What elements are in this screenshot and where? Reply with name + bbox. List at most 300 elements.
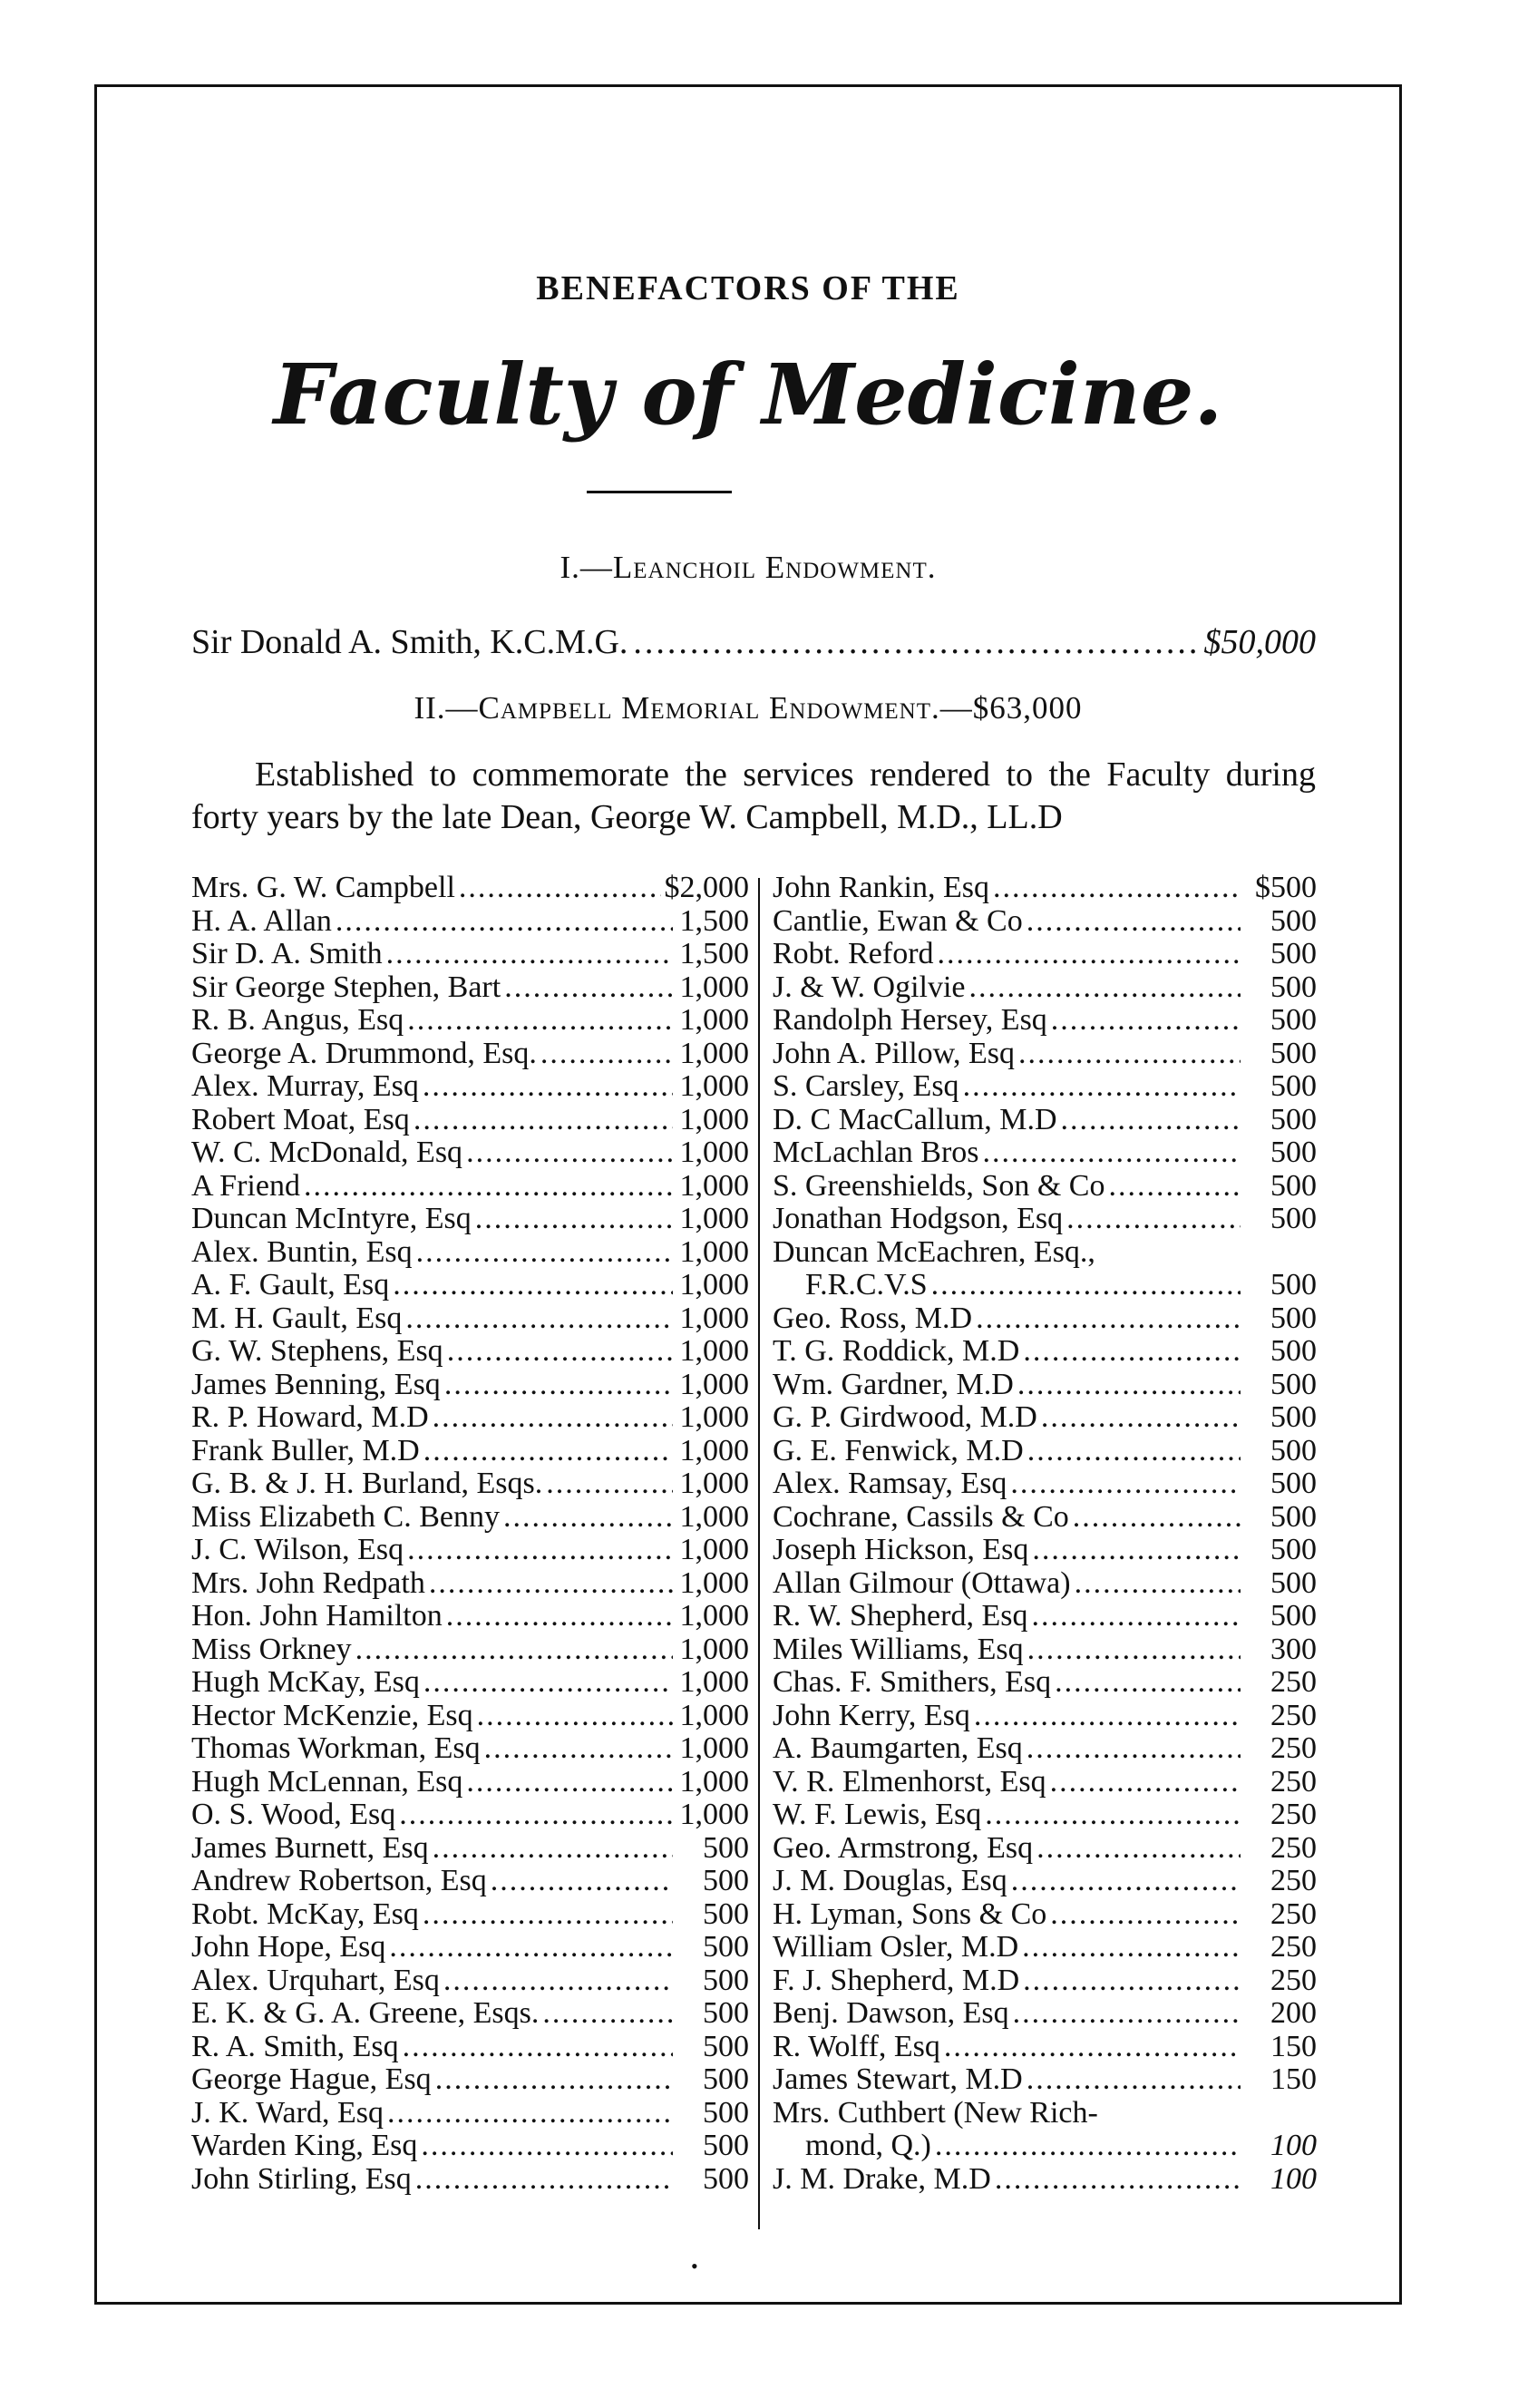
main-title: Faculty of Medicine. — [273, 346, 1223, 444]
donor-amount: 250 — [1270, 1665, 1317, 1699]
donor-name: George A. Drummond, Esq. — [191, 1036, 537, 1070]
leader-dots — [1075, 1567, 1241, 1601]
donor-name: Hon. John Hamilton — [191, 1599, 443, 1633]
donor-row — [773, 1997, 1317, 2031]
section-1-donor: Sir Donald A. Smith, K.C.M.G. — [191, 623, 628, 661]
donor-amount: 500 — [703, 2029, 749, 2063]
donor-amount: 500 — [1270, 1202, 1317, 1235]
donor-row — [773, 1004, 1317, 1038]
donor-row — [191, 1600, 749, 1633]
donor-row — [191, 1038, 749, 1071]
donor-row — [191, 2031, 749, 2064]
donor-name: Miss Elizabeth C. Benny — [191, 1499, 500, 1534]
donor-row — [191, 1567, 749, 1601]
donor-amount: 500 — [1270, 1499, 1317, 1534]
donor-amount: 500 — [1270, 1301, 1317, 1335]
donor-amount: 500 — [1270, 1168, 1317, 1203]
leader-dots — [1023, 1964, 1241, 1998]
donor-name: Geo. Ross, M.D — [773, 1301, 973, 1335]
donor-amount: 1,000 — [679, 970, 749, 1004]
leader-dots — [446, 1600, 673, 1633]
donor-amount: 1,000 — [679, 1003, 749, 1037]
donor-row — [773, 1236, 1317, 1270]
donor-amount: 500 — [1270, 1433, 1317, 1467]
leader-dots — [1013, 1997, 1241, 2031]
donor-amount: 500 — [1270, 903, 1317, 938]
donor-amount: 250 — [1270, 1698, 1317, 1732]
donor-name: Cantlie, Ewan & Co — [773, 903, 1023, 938]
donor-name: A. Baumgarten, Esq — [773, 1731, 1023, 1765]
donor-amount: $500 — [1255, 871, 1317, 904]
donor-amount: 1,500 — [679, 903, 749, 938]
leader-dots — [542, 1997, 673, 2031]
donor-row — [773, 905, 1317, 939]
page-border — [94, 84, 1402, 2305]
donor-name: John Kerry, Esq — [773, 1698, 970, 1732]
section-2-description: Established to commemorate the services rendered to the Faculty during forty years by the late Dean, George W. Campbell, M.D., LL.D — [191, 756, 1316, 836]
donor-amount: 500 — [1270, 1334, 1317, 1368]
leader-dots — [1010, 1467, 1241, 1501]
leader-dots — [399, 1799, 673, 1832]
leader-dots — [475, 1203, 673, 1236]
leader-dots — [503, 1501, 673, 1535]
donor-name: Mrs. Cuthbert (New Rich- — [773, 2095, 1098, 2130]
donor-name: James Burnett, Esq — [191, 1830, 429, 1865]
donor-row — [773, 1931, 1317, 1964]
top-title: BENEFACTORS OF THE — [536, 269, 960, 307]
donor-name: W. C. McDonald, Esq — [191, 1136, 463, 1169]
donor-name: mond, Q.) — [805, 2129, 931, 2162]
donor-name: G. P. Girdwood, M.D — [773, 1400, 1037, 1434]
donor-row — [191, 1964, 749, 1998]
donor-amount: 1,000 — [679, 1698, 749, 1732]
leader-dots — [1027, 1435, 1241, 1468]
donor-amount: 1,500 — [679, 937, 749, 970]
donor-row — [191, 1203, 749, 1236]
leader-dots — [407, 1534, 673, 1567]
donor-name: Hugh McLennan, Esq — [191, 1764, 463, 1799]
donor-row — [773, 971, 1317, 1005]
donor-name: H. Lyman, Sons & Co — [773, 1896, 1047, 1931]
donor-row — [773, 1302, 1317, 1336]
donor-amount: 1,000 — [679, 1599, 749, 1633]
page-content — [97, 87, 1399, 2302]
leader-dots — [1027, 905, 1241, 939]
donor-amount: 500 — [703, 1896, 749, 1931]
donor-row — [191, 2163, 749, 2197]
leader-dots — [459, 872, 661, 905]
leader-dots — [415, 2163, 673, 2197]
donor-amount: 1,000 — [679, 1301, 749, 1335]
donor-row — [773, 1369, 1317, 1402]
donor-row — [191, 1700, 749, 1733]
leader-dots — [491, 1865, 673, 1898]
donor-row — [191, 1004, 749, 1038]
donor-name: E. K. & G. A. Greene, Esqs. — [191, 1996, 540, 2030]
donor-row — [191, 1435, 749, 1468]
donor-amount: 250 — [1270, 1798, 1317, 1831]
donor-row — [191, 1931, 749, 1964]
donor-row — [773, 872, 1317, 905]
donor-amount: 250 — [1270, 1930, 1317, 1964]
donor-name: Jonathan Hodgson, Esq — [773, 1202, 1064, 1235]
leader-dots — [1031, 1600, 1241, 1633]
leader-dots — [433, 1832, 673, 1866]
leader-dots — [993, 872, 1241, 905]
leader-dots — [304, 1170, 673, 1204]
leader-dots — [386, 938, 673, 971]
donor-name: Robt. McKay, Esq — [191, 1896, 419, 1931]
donor-row — [773, 1633, 1317, 1667]
donor-amount: 1,000 — [679, 1533, 749, 1566]
donor-row — [191, 971, 749, 1005]
leader-dots — [1036, 1832, 1241, 1866]
donor-name: Allan Gilmour (Ottawa) — [773, 1565, 1071, 1600]
donor-amount: 250 — [1270, 1764, 1317, 1799]
leader-dots — [423, 1666, 673, 1700]
donor-row — [773, 1104, 1317, 1137]
leader-dots — [405, 1302, 673, 1336]
donor-row — [773, 938, 1317, 971]
donor-amount: 500 — [703, 1963, 749, 1997]
donor-amount: 500 — [1270, 1565, 1317, 1600]
leader-dots — [633, 622, 1198, 662]
donor-row — [773, 1898, 1317, 1932]
donor-amount: 1,000 — [679, 1632, 749, 1666]
section-2-heading: II.—Campbell Memorial Endowment.—$63,000 — [414, 690, 1083, 726]
footer-mark: • — [691, 2255, 698, 2277]
donor-name: H. A. Allan — [191, 903, 332, 938]
leader-dots — [355, 1633, 673, 1667]
donor-amount: 1,000 — [679, 1565, 749, 1600]
donor-name: Miss Orkney — [191, 1632, 352, 1666]
donor-row — [191, 1467, 749, 1501]
donor-name: Alex. Murray, Esq — [191, 1069, 419, 1103]
donor-amount: $2,000 — [664, 871, 749, 904]
leader-dots — [1055, 1666, 1241, 1700]
donor-name: J. M. Douglas, Esq — [773, 1864, 1007, 1897]
donor-name: A. F. Gault, Esq — [191, 1268, 390, 1301]
donor-amount: 500 — [703, 2129, 749, 2162]
donor-name: G. B. & J. H. Burland, Esqs. — [191, 1467, 543, 1500]
leader-dots — [429, 1567, 673, 1601]
donor-name: F.R.C.V.S — [805, 1268, 928, 1301]
donor-name: J. K. Ward, Esq — [191, 2095, 384, 2130]
donor-row — [191, 1898, 749, 1932]
donor-name: George Hague, Esq — [191, 2062, 432, 2096]
donor-name: Sir D. A. Smith — [191, 937, 383, 970]
donor-row — [191, 1236, 749, 1270]
donor-name: Alex. Ramsay, Esq — [773, 1467, 1007, 1500]
donor-amount: 500 — [1270, 1136, 1317, 1169]
donor-name: Sir George Stephen, Bart — [191, 970, 501, 1004]
donor-amount: 500 — [1270, 1268, 1317, 1301]
donor-name: Mrs. John Redpath — [191, 1565, 425, 1600]
donor-row — [773, 1832, 1317, 1866]
leader-dots — [1108, 1170, 1241, 1204]
donor-row — [191, 1170, 749, 1204]
donor-amount: 1,000 — [679, 1202, 749, 1235]
donor-amount: 1,000 — [679, 1798, 749, 1831]
donor-row — [773, 1170, 1317, 1204]
leader-dots — [1027, 1732, 1241, 1766]
leader-dots — [1027, 1633, 1241, 1667]
donor-row — [773, 1567, 1317, 1601]
leader-dots — [403, 2031, 673, 2064]
donor-amount: 1,000 — [679, 1268, 749, 1301]
donor-name: Warden King, Esq — [191, 2129, 418, 2162]
leader-dots — [423, 1070, 673, 1104]
donor-row — [191, 1401, 749, 1435]
leader-dots — [1018, 1038, 1241, 1071]
right-donor-list — [773, 872, 1317, 2196]
leader-dots — [336, 905, 673, 939]
donor-row — [773, 1865, 1317, 1898]
donor-name: R. W. Shepherd, Esq — [773, 1599, 1028, 1633]
donor-amount: 500 — [1270, 1102, 1317, 1136]
donor-row — [191, 1799, 749, 1832]
donor-amount: 1,000 — [679, 1764, 749, 1799]
donor-amount: 1,000 — [679, 1499, 749, 1534]
donor-row — [773, 1335, 1317, 1369]
donor-amount: 300 — [1270, 1632, 1317, 1666]
leader-dots — [443, 1964, 673, 1998]
donor-amount: 500 — [1270, 1003, 1317, 1037]
leader-dots — [433, 1401, 673, 1435]
donor-amount: 500 — [703, 1830, 749, 1865]
donor-amount: 1,000 — [679, 1334, 749, 1368]
donor-name: J. & W. Ogilvie — [773, 970, 966, 1004]
donor-amount: 1,000 — [679, 1731, 749, 1765]
leader-dots — [414, 1104, 673, 1137]
section-1-amount: $50,000 — [1203, 623, 1316, 661]
leader-dots — [1050, 1898, 1241, 1932]
leader-dots — [931, 1269, 1241, 1302]
leader-dots — [484, 1732, 673, 1766]
column-divider — [758, 878, 760, 2229]
leader-dots — [963, 1070, 1241, 1104]
leader-dots — [504, 971, 673, 1005]
leader-dots — [447, 1335, 673, 1369]
donor-row — [773, 1038, 1317, 1071]
donor-name: T. G. Roddick, M.D — [773, 1334, 1020, 1368]
donor-name: J. C. Wilson, Esq — [191, 1533, 404, 1566]
donor-amount: 1,000 — [679, 1136, 749, 1169]
donor-amount: 500 — [703, 1864, 749, 1897]
donor-name: John Rankin, Esq — [773, 871, 989, 904]
donor-name: A Friend — [191, 1168, 300, 1203]
donor-name: Wm. Gardner, M.D — [773, 1367, 1014, 1401]
donor-name: John Hope, Esq — [191, 1930, 386, 1964]
donor-row — [191, 1269, 749, 1302]
donor-name: Thomas Workman, Esq — [191, 1731, 481, 1765]
donor-amount: 500 — [1270, 1367, 1317, 1401]
donor-row — [773, 2163, 1317, 2197]
donor-row — [191, 938, 749, 971]
donor-name: S. Carsley, Esq — [773, 1069, 959, 1103]
leader-dots — [995, 2163, 1241, 2197]
donor-name: William Osler, M.D — [773, 1930, 1019, 1964]
donor-amount: 150 — [1270, 2029, 1317, 2063]
donor-name: Duncan McEachren, Esq., — [773, 1234, 1095, 1269]
leader-dots — [1051, 1004, 1241, 1038]
donor-name: Robt. Reford — [773, 937, 934, 970]
donor-amount: 1,000 — [679, 1036, 749, 1070]
donor-amount: 100 — [1270, 2129, 1317, 2162]
donor-row — [773, 1766, 1317, 1799]
donor-name: Mrs. G. W. Campbell — [191, 871, 455, 904]
donor-row — [773, 2130, 1317, 2163]
leader-dots — [466, 1766, 673, 1799]
leader-dots — [1027, 2063, 1241, 2097]
donor-name: O. S. Wood, Esq — [191, 1798, 396, 1831]
donor-name: Geo. Armstrong, Esq — [773, 1830, 1034, 1865]
donor-name: John A. Pillow, Esq — [773, 1036, 1016, 1070]
leader-dots — [421, 2130, 673, 2163]
donor-row — [191, 1534, 749, 1567]
leader-dots — [444, 1369, 673, 1402]
donor-amount: 250 — [1270, 1864, 1317, 1897]
donor-name: D. C MacCallum, M.D — [773, 1102, 1057, 1136]
donor-amount: 150 — [1270, 2062, 1317, 2096]
leader-dots — [1023, 1335, 1241, 1369]
donor-row — [191, 1369, 749, 1402]
donor-name: Hector McKenzie, Esq — [191, 1698, 473, 1732]
donor-row — [191, 872, 749, 905]
donor-amount: 500 — [1270, 1400, 1317, 1434]
donor-row — [773, 1700, 1317, 1733]
donor-row — [773, 1732, 1317, 1766]
donor-row — [191, 1997, 749, 2031]
donor-amount: 1,000 — [679, 1102, 749, 1136]
donor-row — [191, 2063, 749, 2097]
donor-name: Hugh McKay, Esq — [191, 1665, 420, 1699]
donor-name: John Stirling, Esq — [191, 2161, 412, 2196]
donor-amount: 500 — [1270, 1599, 1317, 1633]
donor-name: Cochrane, Cassils & Co — [773, 1499, 1069, 1534]
section-1-entry — [191, 622, 1316, 662]
donor-amount: 1,000 — [679, 1069, 749, 1103]
donor-name: Benj. Dawson, Esq — [773, 1996, 1009, 2030]
leader-dots — [976, 1302, 1241, 1336]
donor-amount: 1,000 — [679, 1234, 749, 1269]
donor-amount: 100 — [1270, 2161, 1317, 2196]
donor-amount: 500 — [1270, 1533, 1317, 1566]
donor-amount: 500 — [703, 2062, 749, 2096]
donor-amount: 1,000 — [679, 1367, 749, 1401]
donor-row — [773, 1467, 1317, 1501]
leader-dots — [389, 1931, 673, 1964]
donor-name: Randolph Hersey, Esq — [773, 1003, 1047, 1037]
donor-row — [191, 1666, 749, 1700]
donor-amount: 200 — [1270, 1996, 1317, 2030]
donor-row — [773, 2063, 1317, 2097]
donor-row — [191, 1136, 749, 1170]
donor-amount: 500 — [703, 2161, 749, 2196]
donor-row — [773, 1136, 1317, 1170]
leader-dots — [387, 2097, 673, 2130]
leader-dots — [938, 938, 1241, 971]
donor-row — [191, 1335, 749, 1369]
leader-dots — [969, 971, 1241, 1005]
donor-row — [191, 1633, 749, 1667]
donor-row — [191, 1832, 749, 1866]
donor-row — [773, 1401, 1317, 1435]
donor-amount: 250 — [1270, 1830, 1317, 1865]
leader-dots — [423, 1898, 673, 1932]
donor-name: R. Wolff, Esq — [773, 2029, 940, 2063]
title-rule — [587, 491, 732, 493]
donor-row — [773, 1666, 1317, 1700]
leader-dots — [944, 2031, 1241, 2064]
donor-name: Chas. F. Smithers, Esq — [773, 1665, 1052, 1699]
donor-row — [191, 905, 749, 939]
leader-dots — [1050, 1766, 1241, 1799]
donor-row — [773, 1501, 1317, 1535]
donor-row — [191, 1070, 749, 1104]
donor-name: Miles Williams, Esq — [773, 1632, 1024, 1666]
donor-row — [191, 1302, 749, 1336]
donor-amount: 500 — [703, 1996, 749, 2030]
leader-dots — [546, 1467, 673, 1501]
donor-amount: 500 — [1270, 1467, 1317, 1500]
donor-row — [773, 1203, 1317, 1236]
leader-dots — [983, 1136, 1241, 1170]
donor-amount: 1,000 — [679, 1433, 749, 1467]
leader-dots — [540, 1038, 673, 1071]
leader-dots — [1032, 1534, 1241, 1567]
donor-name: Frank Buller, M.D — [191, 1433, 420, 1467]
donor-name: R. B. Angus, Esq — [191, 1003, 404, 1037]
donor-row — [773, 1799, 1317, 1832]
leader-dots — [1022, 1931, 1241, 1964]
leader-dots — [1017, 1369, 1241, 1402]
donor-amount: 250 — [1270, 1731, 1317, 1765]
donor-name: W. F. Lewis, Esq — [773, 1798, 982, 1831]
donor-row — [773, 1269, 1317, 1302]
donor-name: Alex. Buntin, Esq — [191, 1234, 413, 1269]
donor-amount: 500 — [703, 1930, 749, 1964]
donor-row — [773, 1070, 1317, 1104]
donor-row — [773, 2031, 1317, 2064]
donor-name: G. W. Stephens, Esq — [191, 1334, 443, 1368]
donor-row — [773, 1435, 1317, 1468]
leader-dots — [477, 1700, 673, 1733]
donor-name: F. J. Shepherd, M.D — [773, 1963, 1020, 1997]
donor-row — [191, 1501, 749, 1535]
donor-row — [191, 2097, 749, 2130]
donor-amount: 1,000 — [679, 1168, 749, 1203]
donor-name: V. R. Elmenhorst, Esq — [773, 1764, 1046, 1799]
donor-name: James Stewart, M.D — [773, 2062, 1023, 2096]
donor-amount: 250 — [1270, 1963, 1317, 1997]
leader-dots — [935, 2130, 1241, 2163]
donor-name: R. A. Smith, Esq — [191, 2029, 399, 2063]
leader-dots — [1041, 1401, 1241, 1435]
donor-name: S. Greenshields, Son & Co — [773, 1168, 1105, 1203]
leader-dots — [1066, 1203, 1241, 1236]
leader-dots — [1061, 1104, 1241, 1137]
leader-dots — [407, 1004, 673, 1038]
donor-row — [773, 1600, 1317, 1633]
donor-amount: 1,000 — [679, 1665, 749, 1699]
donor-row — [191, 2130, 749, 2163]
donor-row — [773, 2097, 1317, 2130]
donor-name: M. H. Gault, Esq — [191, 1301, 403, 1335]
donor-amount: 500 — [703, 2095, 749, 2130]
donor-amount: 500 — [1270, 970, 1317, 1004]
leader-dots — [423, 1435, 673, 1468]
